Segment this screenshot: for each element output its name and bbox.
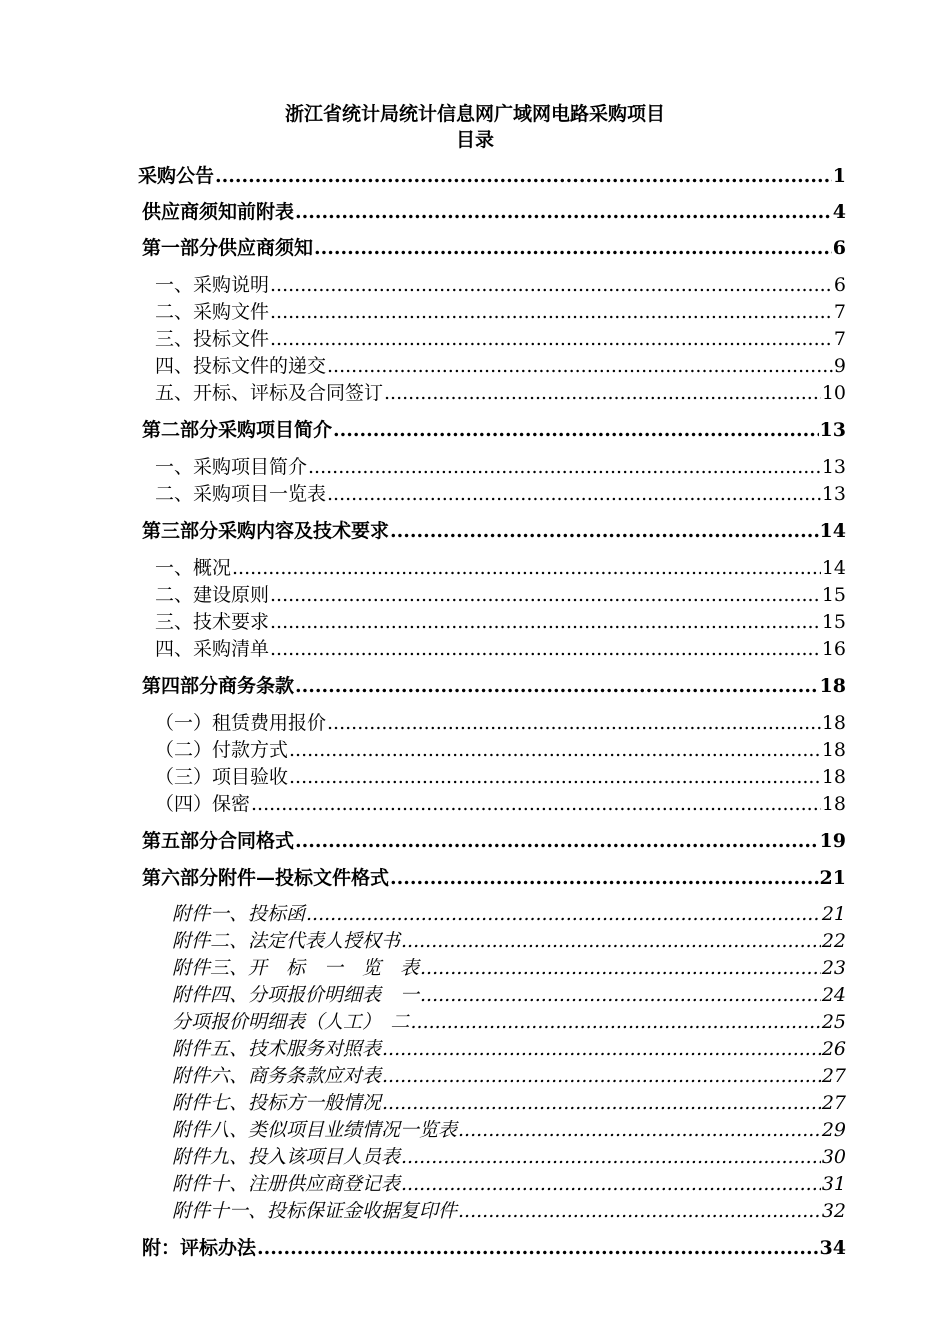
toc-entry[interactable] bbox=[155, 765, 846, 789]
toc-page-number: 13 bbox=[819, 419, 846, 441]
toc-page-number: 27 bbox=[821, 1065, 846, 1087]
toc-entry-title: 二、采购文件 bbox=[155, 301, 270, 323]
toc-dot-leader bbox=[270, 637, 821, 661]
toc-entry-title: 附件五、技术服务对照表 bbox=[172, 1038, 382, 1060]
toc-page-number: 21 bbox=[821, 903, 846, 925]
toc-entry-title: （一）租赁费用报价 bbox=[155, 712, 327, 734]
toc-dot-leader bbox=[382, 1037, 821, 1061]
toc-entry-title: 一、采购说明 bbox=[155, 274, 270, 296]
toc-entry[interactable] bbox=[155, 610, 846, 634]
toc-entry[interactable] bbox=[172, 1145, 846, 1169]
toc-dot-leader bbox=[270, 610, 821, 634]
toc-entry-title: 一、采购项目简介 bbox=[155, 456, 308, 478]
toc-entry-title: （三）项目验收 bbox=[155, 766, 289, 788]
toc-entry[interactable] bbox=[155, 792, 846, 816]
toc-entry-title: 附件三、开 标 一 览 表 bbox=[172, 957, 420, 979]
toc-dot-leader bbox=[411, 1010, 821, 1034]
toc-dot-leader bbox=[401, 929, 821, 953]
toc-entry-title: 附：评标办法 bbox=[142, 1237, 257, 1259]
toc-entry[interactable] bbox=[172, 1199, 846, 1223]
toc-dot-leader bbox=[458, 1118, 821, 1142]
toc-page-number: 22 bbox=[821, 930, 846, 952]
toc-entry-title: 附件八、类似项目业绩情况一览表 bbox=[172, 1119, 458, 1141]
toc-entry[interactable] bbox=[172, 983, 846, 1007]
toc-page-number: 32 bbox=[821, 1200, 846, 1222]
toc-page-number: 19 bbox=[819, 830, 846, 852]
toc-dot-leader bbox=[306, 902, 821, 926]
toc-page-number: 7 bbox=[833, 301, 846, 323]
toc-entry-title: 第三部分采购内容及技术要求 bbox=[142, 520, 390, 542]
toc-dot-leader bbox=[295, 200, 832, 224]
toc-page-number: 30 bbox=[821, 1146, 846, 1168]
toc-entry-title: 二、采购项目一览表 bbox=[155, 483, 327, 505]
toc-entry-title: （二）付款方式 bbox=[155, 739, 289, 761]
toc-page-number: 13 bbox=[821, 456, 846, 478]
toc-page-number: 29 bbox=[821, 1119, 846, 1141]
toc-entry[interactable] bbox=[142, 200, 846, 224]
toc-entry-title: 分项报价明细表（人工） 二 bbox=[172, 1011, 410, 1033]
toc-dot-leader bbox=[232, 556, 821, 580]
toc-entry[interactable] bbox=[172, 1010, 846, 1034]
toc-page-number: 15 bbox=[821, 584, 846, 606]
toc-dot-leader bbox=[289, 738, 821, 762]
toc-dot-leader bbox=[458, 1199, 821, 1223]
toc-page-number: 7 bbox=[833, 328, 846, 350]
toc-entry[interactable] bbox=[155, 583, 846, 607]
toc-entry[interactable] bbox=[155, 354, 846, 378]
toc-dot-leader bbox=[251, 792, 821, 816]
toc-entry-title: 附件七、投标方一般情况 bbox=[172, 1092, 382, 1114]
toc-entry[interactable] bbox=[155, 455, 846, 479]
document-title: 浙江省统计局统计信息网广域网电路采购项目 bbox=[284, 103, 665, 125]
toc-dot-leader bbox=[270, 273, 833, 297]
toc-page-number: 9 bbox=[833, 355, 846, 377]
toc-entry[interactable] bbox=[155, 327, 846, 351]
toc-entry[interactable] bbox=[142, 674, 846, 698]
toc-entry-title: 三、投标文件 bbox=[155, 328, 270, 350]
toc-entry-title: 第二部分采购项目简介 bbox=[142, 419, 333, 441]
toc-dot-leader bbox=[401, 1145, 821, 1169]
toc-entry-title: 四、采购清单 bbox=[155, 638, 270, 660]
toc-page-number: 34 bbox=[819, 1237, 846, 1259]
toc-entry[interactable] bbox=[142, 866, 846, 890]
toc-entry-title: 附件二、法定代表人授权书 bbox=[172, 930, 401, 952]
toc-entry-title: （四）保密 bbox=[155, 793, 251, 815]
toc-page-number: 26 bbox=[821, 1038, 846, 1060]
toc-page-number: 24 bbox=[821, 984, 846, 1006]
toc-page-number: 6 bbox=[833, 274, 846, 296]
toc-dot-leader bbox=[420, 956, 821, 980]
toc-page-number: 4 bbox=[832, 201, 846, 223]
toc-entry[interactable] bbox=[155, 273, 846, 297]
toc-dot-leader bbox=[327, 482, 821, 506]
toc-page-number: 18 bbox=[821, 739, 846, 761]
toc-page-number: 13 bbox=[821, 483, 846, 505]
toc-entry-title: 五、开标、评标及合同签订 bbox=[155, 382, 384, 404]
toc-entry[interactable] bbox=[142, 519, 846, 543]
toc-dot-leader bbox=[333, 418, 819, 442]
toc-entry[interactable] bbox=[172, 1091, 846, 1115]
toc-page-number: 23 bbox=[821, 957, 846, 979]
toc-entry[interactable] bbox=[138, 164, 846, 188]
toc-page-number: 16 bbox=[821, 638, 846, 660]
toc-dot-leader bbox=[382, 1064, 821, 1088]
toc-entry[interactable] bbox=[155, 738, 846, 762]
toc-entry[interactable] bbox=[155, 556, 846, 580]
toc-entry[interactable] bbox=[172, 1172, 846, 1196]
toc-entry-title: 附件十、注册供应商登记表 bbox=[172, 1173, 401, 1195]
toc-dot-leader bbox=[257, 1236, 819, 1260]
toc-dot-leader bbox=[327, 354, 833, 378]
toc-page-number: 18 bbox=[821, 712, 846, 734]
toc-entry-title: 二、建设原则 bbox=[155, 584, 270, 606]
toc-dot-leader bbox=[308, 455, 821, 479]
toc-dot-leader bbox=[384, 381, 821, 405]
toc-page-number: 31 bbox=[821, 1173, 846, 1195]
toc-page-number: 18 bbox=[821, 766, 846, 788]
toc-entry-title: 附件十一、投标保证金收据复印件 bbox=[172, 1200, 458, 1222]
toc-entry-title: 附件六、商务条款应对表 bbox=[172, 1065, 382, 1087]
toc-entry-title: 三、技术要求 bbox=[155, 611, 270, 633]
toc-entry[interactable] bbox=[172, 1064, 846, 1088]
toc-page-number: 18 bbox=[819, 675, 846, 697]
toc-dot-leader bbox=[215, 164, 832, 188]
toc-entry[interactable] bbox=[142, 829, 846, 853]
toc-dot-leader bbox=[270, 583, 821, 607]
toc-heading: 目录 bbox=[455, 129, 494, 151]
toc-entry-title: 一、概况 bbox=[155, 557, 232, 579]
toc-page-number: 10 bbox=[821, 382, 846, 404]
toc-dot-leader bbox=[295, 829, 819, 853]
toc-page-number: 21 bbox=[819, 867, 846, 889]
toc-page-number: 27 bbox=[821, 1092, 846, 1114]
toc-dot-leader bbox=[382, 1091, 821, 1115]
toc-page-number: 1 bbox=[832, 165, 846, 187]
toc-entry[interactable] bbox=[155, 482, 846, 506]
toc-entry-title: 第六部分附件—投标文件格式 bbox=[142, 867, 390, 889]
toc-entry-title: 附件九、投入该项目人员表 bbox=[172, 1146, 401, 1168]
toc-page-number: 6 bbox=[832, 237, 846, 259]
toc-entry[interactable] bbox=[172, 929, 846, 953]
toc-entry-title: 四、投标文件的递交 bbox=[155, 355, 327, 377]
toc-entry-title: 第一部分供应商须知 bbox=[142, 237, 314, 259]
toc-entry[interactable] bbox=[155, 637, 846, 661]
toc-entry[interactable] bbox=[155, 300, 846, 324]
toc-entry-title: 第五部分合同格式 bbox=[142, 830, 295, 852]
toc-entry[interactable] bbox=[172, 1118, 846, 1142]
toc-entry[interactable] bbox=[142, 236, 846, 260]
toc-entry-title: 供应商须知前附表 bbox=[142, 201, 295, 223]
toc-dot-leader bbox=[289, 765, 821, 789]
toc-dot-leader bbox=[270, 300, 833, 324]
toc-dot-leader bbox=[401, 1172, 821, 1196]
toc-page-number: 25 bbox=[821, 1011, 846, 1033]
toc-dot-leader bbox=[390, 866, 819, 890]
toc-entry[interactable] bbox=[172, 902, 846, 926]
toc-entry[interactable] bbox=[142, 418, 846, 442]
toc-dot-leader bbox=[390, 519, 819, 543]
toc-page-number: 14 bbox=[819, 520, 846, 542]
toc-page-number: 14 bbox=[821, 557, 846, 579]
toc-page-number: 15 bbox=[821, 611, 846, 633]
toc-entry-title: 附件一、投标函 bbox=[172, 903, 306, 925]
toc-entry[interactable] bbox=[172, 956, 846, 980]
toc-entry[interactable] bbox=[155, 381, 846, 405]
toc-dot-leader bbox=[327, 711, 821, 735]
toc-dot-leader bbox=[295, 674, 819, 698]
toc-entry-title: 采购公告 bbox=[138, 165, 215, 187]
toc-dot-leader bbox=[314, 236, 832, 260]
toc-dot-leader bbox=[420, 983, 821, 1007]
toc-entry[interactable] bbox=[155, 711, 846, 735]
toc-entry-title: 第四部分商务条款 bbox=[142, 675, 295, 697]
toc-entry[interactable] bbox=[172, 1037, 846, 1061]
toc-page-number: 18 bbox=[821, 793, 846, 815]
toc-entry-title: 附件四、分项报价明细表 一 bbox=[172, 984, 420, 1006]
toc-entry[interactable] bbox=[142, 1236, 846, 1260]
toc-dot-leader bbox=[270, 327, 833, 351]
